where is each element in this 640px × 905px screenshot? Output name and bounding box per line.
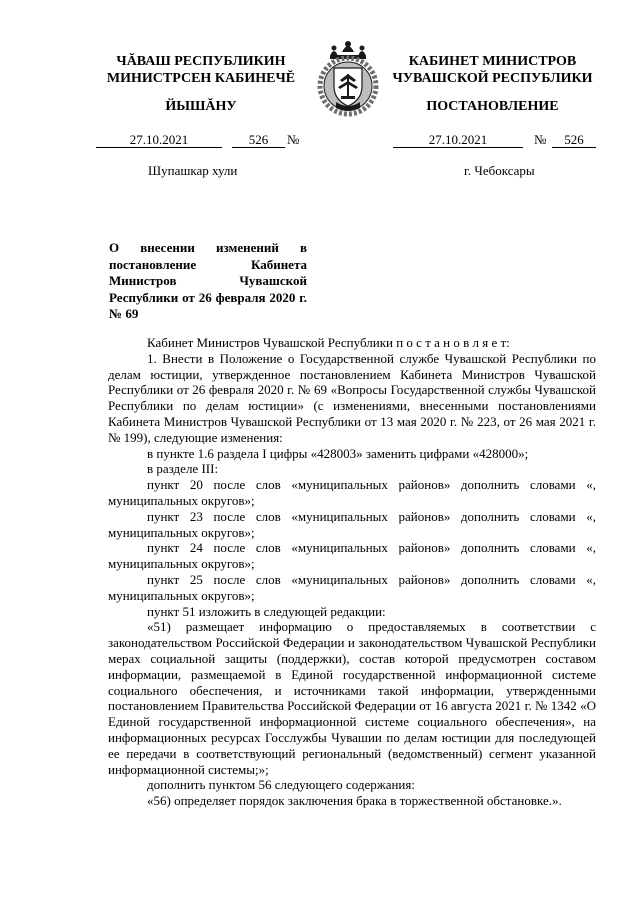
header-right-line1: КАБИНЕТ МИНИСТРОВ — [408, 54, 577, 69]
right-date: 27.10.2021 — [393, 132, 523, 148]
right-number-sign: № — [534, 132, 547, 147]
header-left-org — [82, 53, 320, 87]
body-paragraph: пункт 20 после слов «муниципальных районов» дополнить словами «, муниципальных округов»; — [108, 477, 596, 508]
left-date: 27.10.2021 — [96, 132, 222, 148]
document-body — [108, 335, 596, 809]
body-paragraph: «51) размещает информацию о предоставляемых в соответствии с законодательством Российской Федерации и законодательством Чувашской Республики мерах социальной защиты (поддержки), состав которой предусмотрен составом информации, размещаемой в Единой государственной информационной системе социального обеспечения, и источниками такой информации, утвержденными постановлением Правительства Российской Федерации от 16 августа 2021 г. № 1342 «О Единой государственной информационной системе социального обеспечения», на информационных ресурсах Госслужбы Чувашии по делам юстиции для последующей ее передачи в соответствующий региональный (ведомственный) сегмент указанной информационной системы;»; — [108, 619, 596, 777]
left-date-number-line — [96, 132, 306, 148]
body-paragraph: 1. Внести в Положение о Государственной службе Чувашской Республики по делам юстиции, утвержденное постановлением Кабинета Министров Чувашской Республики от 26 февраля 2020 г. № 69 «Вопросы Государственной службы Чувашской Республики по делам юстиции» (с изменениями, внесенными постановлениями Кабинета Министров Чувашской Республики от 13 мая 2020 г. № 223, от 26 мая 2021 г. № 199), следующие изменения: — [108, 350, 596, 445]
header-left-line2: МИНИСТРСЕН КАБИНЕЧĔ — [106, 71, 296, 86]
body-paragraph: в пункте 1.6 раздела I цифры «428003» заменить цифрами «428000»; — [147, 445, 529, 461]
header-right-line2: ЧУВАШСКОЙ РЕСПУБЛИКИ — [392, 71, 593, 86]
place-chuvash: Шупашкар хули — [148, 163, 238, 178]
body-paragraph: пункт 51 изложить в следующей редакции: — [147, 603, 386, 619]
body-paragraph: пункт 23 после слов «муниципальных районов» дополнить словами «, муниципальных округов»; — [108, 508, 596, 540]
right-number: 526 — [552, 132, 596, 148]
left-number: 526 — [232, 132, 285, 148]
place-russian: г. Чебоксары — [464, 163, 535, 178]
body-paragraph: пункт 24 после слов «муниципальных районов» дополнить словами «, муниципальных округов»; — [108, 540, 596, 572]
body-paragraph: «56) определяет порядок заключения брака в торжественной обстановке.». — [147, 793, 562, 809]
header-right-org — [375, 53, 610, 87]
left-number-sign: № — [287, 132, 300, 147]
body-paragraph: пункт 25 после слов «муниципальных районов» дополнить словами «, муниципальных округов»; — [108, 571, 596, 603]
doc-type-chuvash: ЙЫШĂНУ — [165, 99, 237, 114]
document-subject: О внесении изменений в постановление Кабинета Министров Чувашской Республики от 26 февраля 2020 г. № 69 — [109, 240, 307, 321]
body-paragraph: дополнить пунктом 56 следующего содержания: — [147, 777, 415, 793]
doc-type-russian: ПОСТАНОВЛЕНИЕ — [426, 99, 559, 114]
body-paragraph: Кабинет Министров Чувашской Республики п о с т а н о в л я е т: — [147, 335, 510, 350]
body-paragraph: в разделе III: — [147, 461, 219, 477]
right-date-number-line — [393, 132, 596, 148]
header-left-line1: ЧĂВАШ РЕСПУБЛИКИН — [116, 54, 286, 69]
